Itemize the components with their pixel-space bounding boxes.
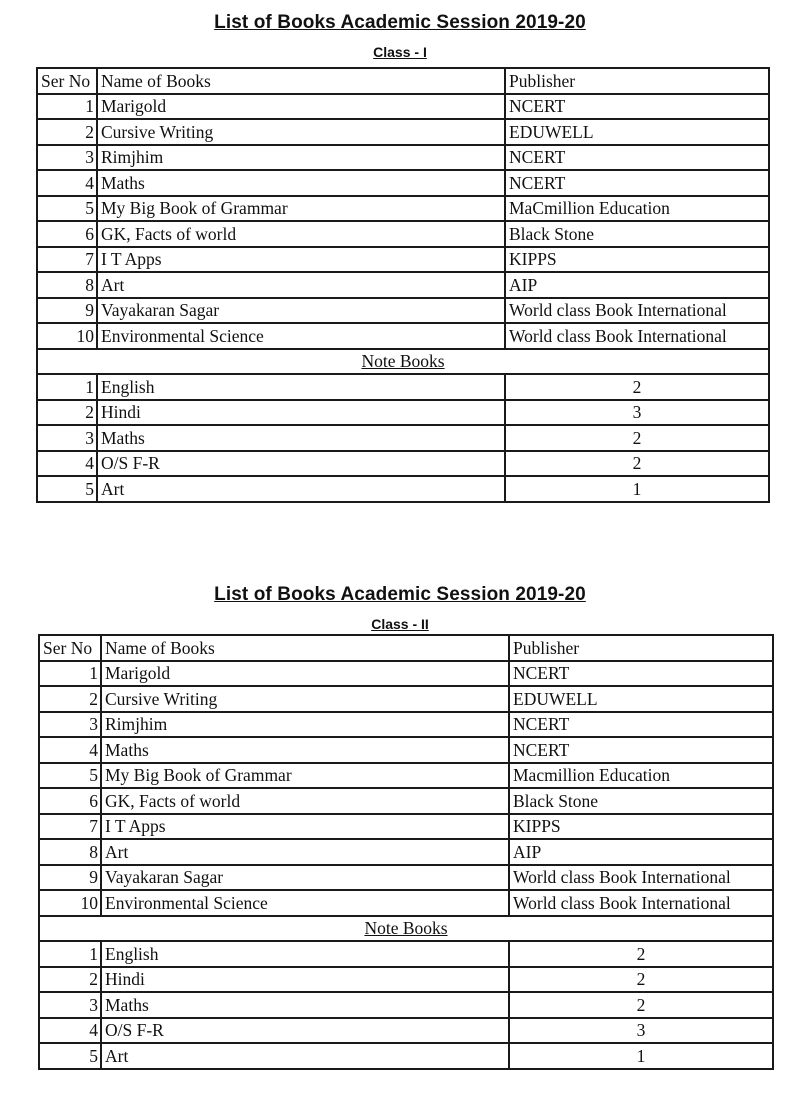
ser-no: 1 [37,94,97,120]
notebook-subject: English [101,941,509,967]
publisher: World class Book International [505,298,769,324]
ser-no: 10 [39,890,101,916]
table-row [37,221,769,247]
header-publisher: Publisher [509,635,773,661]
notebook-subject: Maths [101,992,509,1018]
table-row [39,890,773,916]
publisher: AIP [505,272,769,298]
ser-no: 5 [39,763,101,789]
notebooks-heading-row [39,916,773,942]
ser-no: 1 [39,941,101,967]
notebook-count: 1 [509,1043,773,1069]
table-row [39,763,773,789]
notebook-count: 2 [505,425,769,451]
book-name: Maths [101,737,509,763]
ser-no: 4 [39,737,101,763]
book-name: Marigold [101,661,509,687]
table-row [37,119,769,145]
book-name: I T Apps [97,247,505,273]
notebook-subject: Hindi [97,400,505,426]
publisher: AIP [509,839,773,865]
book-name: My Big Book of Grammar [97,196,505,222]
publisher: EDUWELL [505,119,769,145]
ser-no: 3 [37,145,97,171]
publisher: NCERT [505,94,769,120]
ser-no: 1 [39,661,101,687]
notebook-subject: Hindi [101,967,509,993]
book-name: Cursive Writing [101,686,509,712]
ser-no: 6 [39,788,101,814]
publisher: MaCmillion Education [505,196,769,222]
ser-no: 1 [37,374,97,400]
ser-no: 4 [39,1018,101,1044]
book-name: Vayakaran Sagar [97,298,505,324]
publisher: NCERT [509,661,773,687]
publisher: NCERT [509,737,773,763]
book-name: GK, Facts of world [101,788,509,814]
book-list-class-2 [0,570,800,1110]
notebook-row [37,451,769,477]
ser-no: 2 [37,119,97,145]
book-name: I T Apps [101,814,509,840]
books-table [38,634,774,1070]
notebook-subject: O/S F-R [101,1018,509,1044]
notebook-subject: Art [101,1043,509,1069]
ser-no: 3 [39,712,101,738]
ser-no: 9 [39,865,101,891]
ser-no: 9 [37,298,97,324]
table-row [37,196,769,222]
page-title: List of Books Academic Session 2019-20 [214,12,586,33]
notebook-count: 2 [509,941,773,967]
publisher: World class Book International [509,890,773,916]
publisher: NCERT [505,145,769,171]
notebook-row [37,374,769,400]
table-row [39,814,773,840]
notebook-row [37,425,769,451]
ser-no: 3 [37,425,97,451]
book-name: My Big Book of Grammar [101,763,509,789]
notebook-count: 2 [509,992,773,1018]
notebook-count: 2 [505,451,769,477]
notebook-row [37,476,769,502]
publisher: Macmillion Education [509,763,773,789]
book-name: Vayakaran Sagar [101,865,509,891]
page-title: List of Books Academic Session 2019-20 [214,584,586,605]
table-row [37,247,769,273]
book-name: Rimjhim [101,712,509,738]
table-row [37,272,769,298]
table-row [39,661,773,687]
ser-no: 7 [37,247,97,273]
table-row [37,94,769,120]
table-row [37,298,769,324]
table-row [39,737,773,763]
ser-no: 8 [37,272,97,298]
publisher: Black Stone [505,221,769,247]
ser-no: 2 [39,967,101,993]
table-row [39,788,773,814]
publisher: NCERT [505,170,769,196]
ser-no: 7 [39,814,101,840]
notebook-subject: Maths [97,425,505,451]
notebook-subject: Art [97,476,505,502]
book-list-class-1 [0,0,800,540]
notebook-count: 3 [509,1018,773,1044]
ser-no: 3 [39,992,101,1018]
table-row [39,712,773,738]
ser-no: 2 [37,400,97,426]
ser-no: 5 [37,476,97,502]
publisher: Black Stone [509,788,773,814]
publisher: World class Book International [509,865,773,891]
notebook-count: 2 [505,374,769,400]
header-name: Name of Books [97,68,505,94]
notebook-subject: English [97,374,505,400]
ser-no: 2 [39,686,101,712]
book-name: Cursive Writing [97,119,505,145]
class-label: Class - II [371,616,429,632]
ser-no: 6 [37,221,97,247]
ser-no: 4 [37,170,97,196]
header-ser-no: Ser No [39,635,101,661]
publisher: KIPPS [505,247,769,273]
book-name: Marigold [97,94,505,120]
ser-no: 8 [39,839,101,865]
book-name: Environmental Science [97,323,505,349]
publisher: KIPPS [509,814,773,840]
notebook-row [39,967,773,993]
ser-no: 5 [39,1043,101,1069]
book-name: Rimjhim [97,145,505,171]
notebooks-heading: Note Books [39,916,773,942]
publisher: EDUWELL [509,686,773,712]
book-name: Environmental Science [101,890,509,916]
notebook-count: 1 [505,476,769,502]
book-name: Art [101,839,509,865]
book-name: Art [97,272,505,298]
notebook-row [39,941,773,967]
table-row [39,686,773,712]
publisher: World class Book International [505,323,769,349]
book-name: Maths [97,170,505,196]
header-ser-no: Ser No [37,68,97,94]
table-row [39,839,773,865]
table-header-row [39,635,773,661]
notebook-count: 3 [505,400,769,426]
ser-no: 5 [37,196,97,222]
table-row [37,323,769,349]
notebook-row [39,1018,773,1044]
notebook-subject: O/S F-R [97,451,505,477]
notebooks-heading-row [37,349,769,375]
header-publisher: Publisher [505,68,769,94]
publisher: NCERT [509,712,773,738]
header-name: Name of Books [101,635,509,661]
ser-no: 10 [37,323,97,349]
table-row [37,145,769,171]
class-label: Class - I [373,44,427,60]
notebook-row [39,992,773,1018]
table-header-row [37,68,769,94]
book-name: GK, Facts of world [97,221,505,247]
table-row [39,865,773,891]
ser-no: 4 [37,451,97,477]
books-table [36,67,770,503]
notebook-count: 2 [509,967,773,993]
notebooks-heading: Note Books [37,349,769,375]
notebook-row [37,400,769,426]
notebook-row [39,1043,773,1069]
table-row [37,170,769,196]
